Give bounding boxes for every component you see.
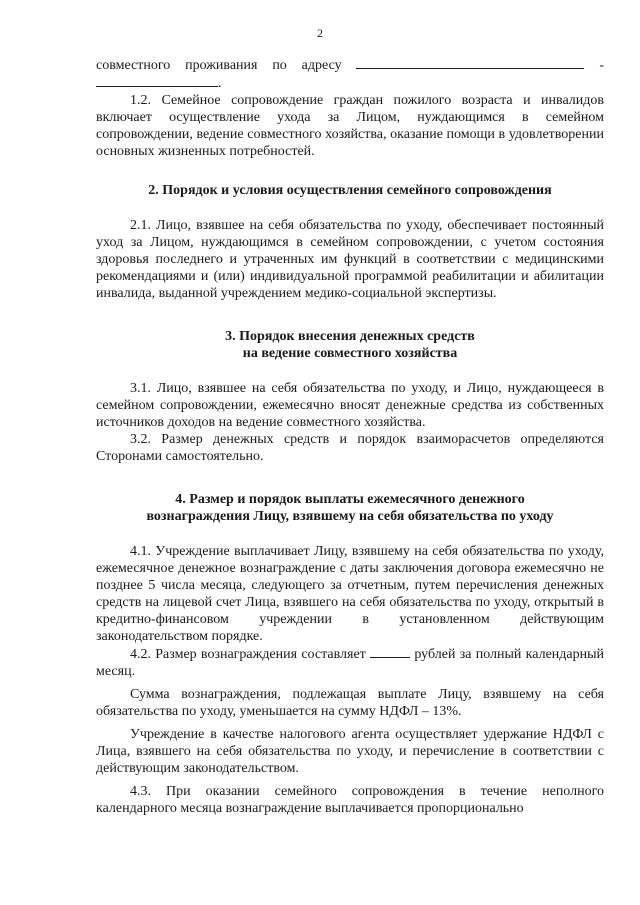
- paragraph-tax-agent: Учреждение в качестве налогового агента осуществляет удержание НДФЛ с Лица, взявшего на себя обязательства по уходу, и перечисление в соответствии с действующим законодательством.: [96, 727, 604, 776]
- paragraph-4-1: 4.1. Учреждение выплачивает Лицу, взявшему на себя обязательства по уходу, ежемесячное денежное вознаграждение с даты заключения договора ежемесячно не позднее 5 числа месяца, следующего за отчетным, путем перечисления денежных средств на лицевой счет Лица, взявшего на себя обязательства по уходу, открытый в кредитно-финансовом учреждении в установленном действующим законодательством порядке.: [96, 544, 604, 644]
- page-number: 2: [317, 26, 323, 40]
- section-3-heading-line1: 3. Порядок внесения денежных средств: [225, 329, 475, 344]
- paragraph-4-3: 4.3. При оказании семейного сопровождения в течение неполного календарного месяца вознаграждение выплачивается пропорционально: [96, 784, 604, 816]
- paragraph-3-1: 3.1. Лицо, взявшее на себя обязательства по уходу, и Лицо, нуждающееся в семейном сопровождении, ежемесячно вносят денежные средства из собственных источников доходов на ведение совместного хозяйства.: [96, 381, 604, 430]
- paragraph-4-2: [96, 645, 604, 680]
- paragraph-4-2-before: 4.2. Размер вознаграждения составляет: [130, 647, 366, 662]
- section-4-heading-line2: вознаграждения Лицу, взявшему на себя обязательства по уходу: [146, 509, 554, 524]
- paragraph-2-1: 2.1. Лицо, взявшее на себя обязательства по уходу, обеспечивает постоянный уход за Лицом, нуждающимся в семейном сопровождении, с учетом состояния здоровья последнего и утраченных им функций в соответствии с медицинскими рекомендациями и (или) индивидуальной программой реабилитации и абилитации инвалида, выданной учреждением медико-социальной экспертизы.: [96, 218, 604, 301]
- address-line: [96, 56, 604, 74]
- section-4-heading-line1: 4. Размер и порядок выплаты ежемесячного денежного: [175, 492, 525, 507]
- address-end-period: .: [218, 76, 222, 91]
- address-blank: [356, 56, 584, 69]
- section-3-heading-line2: на ведение совместного хозяйства: [242, 346, 458, 361]
- paragraph-4-2-after: рублей за полный календарный месяц.: [96, 647, 605, 679]
- page-content: [96, 56, 604, 817]
- amount-blank: [370, 645, 410, 658]
- address-blank-continued: [96, 74, 218, 87]
- paragraph-sum: Сумма вознаграждения, подлежащая выплате Лицу, взявшему на себя обязательства по уходу, уменьшается на сумму НДФЛ – 13%.: [96, 687, 604, 719]
- paragraph-3-2: 3.2. Размер денежных средств и порядок взаиморасчетов определяются Сторонами самостоятельно.: [96, 432, 604, 464]
- address-dash: -: [599, 58, 604, 73]
- section-2-heading: 2. Порядок и условия осуществления семейного сопровождения: [148, 183, 552, 198]
- address-continuation: [96, 74, 604, 92]
- address-label: совместного проживания по адресу: [96, 58, 342, 73]
- paragraph-1-2: 1.2. Семейное сопровождение граждан пожилого возраста и инвалидов включает осуществление ухода за Лицом, нуждающимся в семейном сопровождении, ведение совместного хозяйства, оказание помощи в удовлетворении основных жизненных потребностей.: [96, 93, 604, 159]
